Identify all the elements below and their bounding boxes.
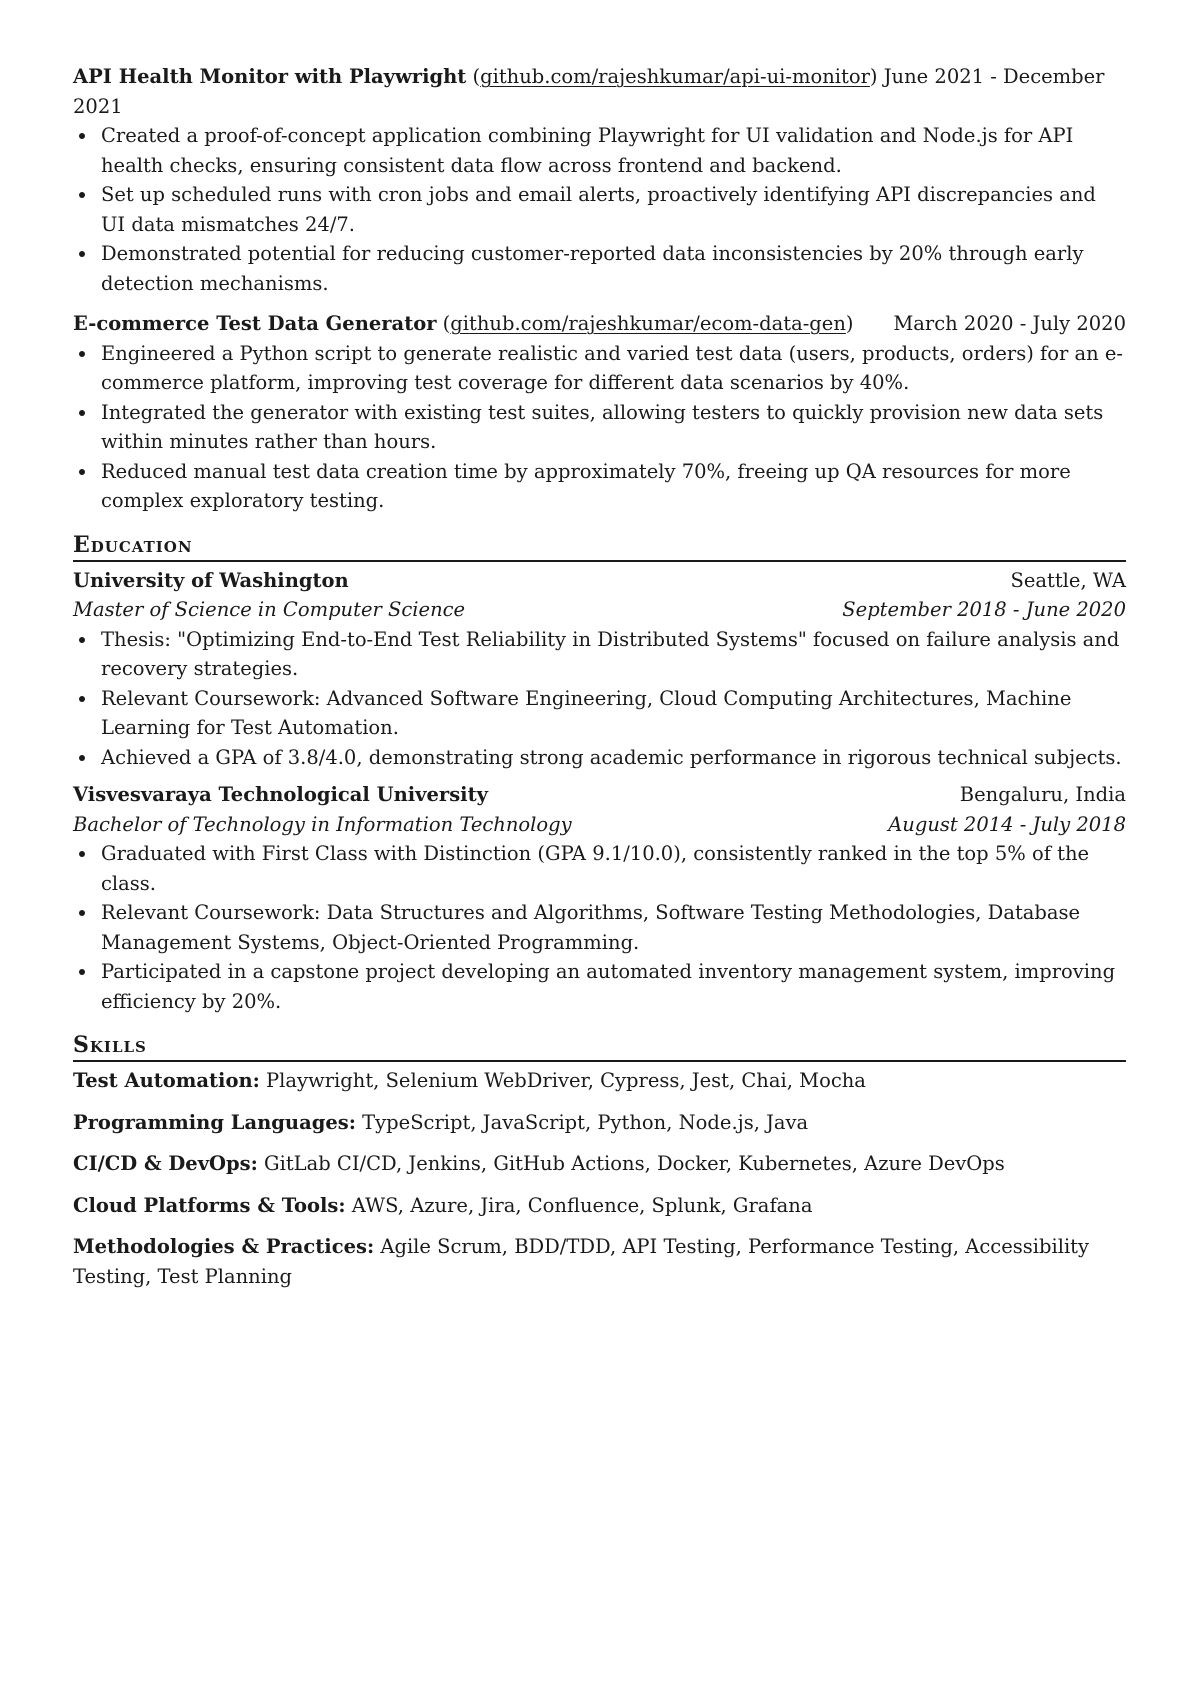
bullet-text: Relevant Coursework: Data Structures and Algorithms, Software Testing Methodologies, Database Management Systems, Object-Oriented Programming.	[101, 901, 1081, 954]
bullet-text: Participated in a capstone project developing an automated inventory management system, improving efficiency by 20%.	[101, 960, 1116, 1013]
bullet-text: Thesis: "Optimizing End-to-End Test Reliability in Distributed Systems" focused on failure analysis and recovery strategies.	[101, 627, 1120, 680]
project-header: API Health Monitor with Playwright (github.com/rajeshkumar/api-ui-monitor) June 2021 - December 2021	[73, 65, 1105, 118]
bullet-icon	[79, 637, 85, 643]
skill-label: Programming Languages:	[73, 1110, 356, 1134]
list-item	[73, 898, 1126, 957]
skill-row	[73, 1066, 1126, 1096]
bullet-icon	[79, 351, 85, 357]
education-entry	[73, 780, 1126, 1016]
skill-value: GitLab CI/CD, Jenkins, GitHub Actions, Docker, Kubernetes, Azure DevOps	[264, 1152, 1005, 1175]
project-ecommerce-data-generator	[73, 309, 1126, 516]
skill-label: Methodologies & Practices:	[73, 1235, 375, 1258]
list-item	[73, 743, 1126, 773]
school-name: University of Washington	[73, 568, 349, 592]
degree-dates: August 2014 - July 2018	[888, 812, 1126, 836]
bullet-text: Graduated with First Class with Distinction (GPA 9.1/10.0), consistently ranked in the top 5% of the class.	[101, 842, 1090, 895]
bullet-text: Integrated the generator with existing test suites, allowing testers to quickly provision new data sets within minutes rather than hours.	[101, 400, 1104, 453]
skill-row	[73, 1108, 1126, 1138]
bullet-icon	[79, 251, 85, 257]
skill-value: Agile Scrum, BDD/TDD, API Testing, Performance Testing, Accessibility Testing, Test Planning	[73, 1235, 1090, 1288]
list-item	[73, 339, 1126, 398]
skill-row	[73, 1232, 1126, 1291]
bullet-icon	[79, 410, 85, 416]
list-item	[73, 957, 1126, 1016]
project-title: API Health Monitor with Playwright	[73, 65, 467, 88]
skills-section	[73, 1030, 1126, 1291]
skill-label: Cloud Platforms & Tools:	[73, 1193, 346, 1217]
skill-value: Playwright, Selenium WebDriver, Cypress, Jest, Chai, Mocha	[266, 1069, 866, 1092]
bullet-text: Reduced manual test data creation time by approximately 70%, freeing up QA resources for more complex exploratory testing.	[101, 459, 1071, 512]
project-bullet-list	[73, 339, 1126, 516]
bullet-text: Demonstrated potential for reducing customer-reported data inconsistencies by 20% through early detection mechanisms.	[101, 242, 1084, 295]
bullet-icon	[79, 469, 85, 475]
skill-label: CI/CD & DevOps:	[73, 1152, 258, 1175]
skill-label: Test Automation:	[73, 1069, 260, 1092]
bullet-text: Relevant Coursework: Advanced Software Engineering, Cloud Computing Architectures, Machine Learning for Test Automation.	[101, 686, 1072, 739]
project-title: E-commerce Test Data Generator	[73, 312, 437, 335]
education-entry	[73, 566, 1126, 773]
degree-name: Master of Science in Computer Science	[73, 598, 466, 621]
project-dates: June 2021 - December 2021	[73, 65, 1105, 118]
bullet-icon	[79, 755, 85, 761]
project-header: E-commerce Test Data Generator (github.com/rajeshkumar/ecom-data-gen) March 2020 - July 2020	[73, 309, 1126, 339]
list-item	[73, 180, 1126, 239]
resume-page	[73, 62, 1126, 1303]
list-item	[73, 239, 1126, 298]
project-api-health-monitor	[73, 62, 1126, 298]
education-school-row	[73, 566, 1126, 596]
project-link[interactable]: github.com/rajeshkumar/ecom-data-gen	[450, 312, 846, 335]
degree-name: Bachelor of Technology in Information Technology	[73, 812, 572, 836]
bullet-icon	[79, 133, 85, 139]
education-degree-row	[73, 810, 1126, 840]
education-bullet-list	[73, 839, 1126, 1016]
project-dates: March 2020 - July 2020	[893, 312, 1126, 335]
education-bullet-list	[73, 625, 1126, 773]
skill-value: AWS, Azure, Jira, Confluence, Splunk, Grafana	[351, 1193, 813, 1217]
education-section	[73, 530, 1126, 1017]
list-item	[73, 684, 1126, 743]
list-item	[73, 625, 1126, 684]
project-link[interactable]: github.com/rajeshkumar/api-ui-monitor	[480, 65, 870, 88]
section-heading: Education	[73, 530, 1126, 562]
school-location: Seattle, WA	[1010, 568, 1126, 592]
list-item	[73, 398, 1126, 457]
degree-dates: September 2018 - June 2020	[842, 598, 1126, 621]
education-school-row	[73, 780, 1126, 810]
list-item	[73, 457, 1126, 516]
school-name: Visvesvaraya Technological University	[73, 783, 488, 806]
section-heading: Skills	[73, 1030, 1126, 1062]
skill-row	[73, 1149, 1126, 1179]
education-degree-row	[73, 595, 1126, 625]
bullet-icon	[79, 910, 85, 916]
bullet-text: Created a proof-of-concept application combining Playwright for UI validation and Node.js for API health checks, ensuring consistent data flow across frontend and backend.	[101, 124, 1074, 177]
skill-row	[73, 1191, 1126, 1221]
bullet-icon	[79, 851, 85, 857]
skill-value: TypeScript, JavaScript, Python, Node.js, Java	[362, 1110, 809, 1134]
list-item	[73, 121, 1126, 180]
bullet-icon	[79, 969, 85, 975]
bullet-text: Set up scheduled runs with cron jobs and email alerts, proactively identifying API discrepancies and UI data mismatches 24/7.	[101, 183, 1096, 236]
project-bullet-list	[73, 121, 1126, 298]
bullet-text: Engineered a Python script to generate realistic and varied test data (users, products, orders) for an e-commerce platform, improving test coverage for different data scenarios by 40%.	[101, 341, 1123, 394]
bullet-text: Achieved a GPA of 3.8/4.0, demonstrating strong academic performance in rigorous technical subjects.	[101, 745, 1122, 769]
school-location: Bengaluru, India	[959, 783, 1126, 806]
bullet-icon	[79, 696, 85, 702]
bullet-icon	[79, 192, 85, 198]
list-item	[73, 839, 1126, 898]
